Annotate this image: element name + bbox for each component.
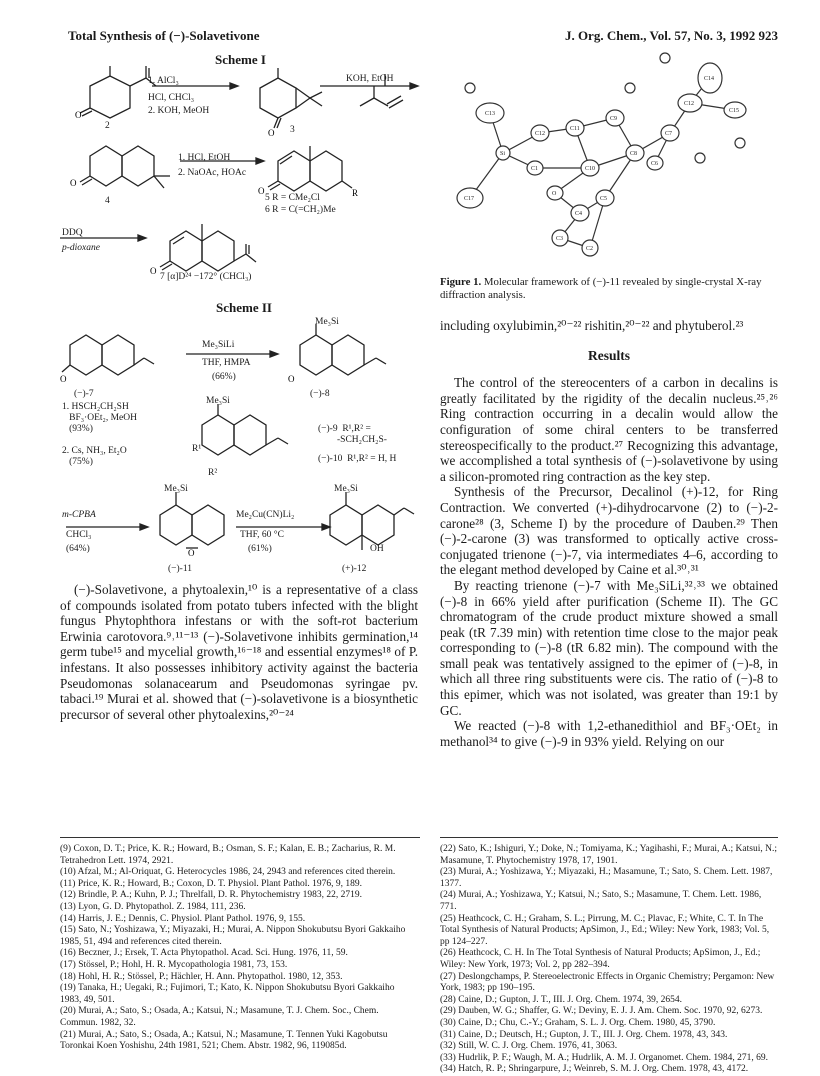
- running-title: Total Synthesis of (−)-Solavetivone: [68, 28, 260, 43]
- svg-text:C1: C1: [531, 166, 539, 172]
- results-heading: Results: [587, 347, 630, 363]
- svg-text:C9: C9: [610, 116, 618, 122]
- ref-23: (23) Murai, A.; Yoshizawa, Y.; Miyazaki, H.; Masamune, T.; Sato, S. Chem. Lett. 1987, 1377.: [440, 867, 773, 889]
- ref-26: (26) Heathcock, C. H. In The Total Synthesis of Natural Products; ApSimon, J., Ed.; Wiley: New York, 1973; Vol. 2, pp 282–394.: [440, 948, 761, 970]
- ref-33: (33) Hudrlik, P. F.; Waugh, M. A.; Hudrlik, A. M. J. Organomet. Chem. 1984, 271, 69.: [440, 1052, 768, 1063]
- mcpba-yield: (64%): [66, 544, 90, 554]
- compound-6-label: 6 R = C(=CH₂)Me: [265, 205, 336, 215]
- compound-m7-label: (−)-7: [74, 389, 94, 399]
- scheme2-silyl-solvent: THF, HMPA: [202, 358, 251, 368]
- svg-text:C2: C2: [586, 246, 594, 252]
- ref-21: (21) Murai, A.; Sato, S.; Osada, A.; Katsui, N.; Masamune, T. Tennen Yuki Kagobutsu Toronkai Koen Yoshishu, 24th 1981, 521; Chem. Abstr. 1982, 96, 119085d.: [60, 1029, 388, 1052]
- ref-20: (20) Murai, A.; Sato, S.; Osada, A.; Katsui, N.; Masamune, T. J. Chem. Soc., Chem. Commun. 1982, 32.: [60, 1006, 379, 1028]
- journal-citation: J. Org. Chem., Vol. 57, No. 3, 1992 923: [564, 28, 778, 43]
- references-left: [60, 844, 418, 1053]
- svg-text:O: O: [288, 374, 295, 384]
- cuprate-reagent: Me₂Cu(CN)Li₂: [236, 510, 295, 520]
- ref-18: (18) Hohl, H. R.; Stössel, P.; Hächler, H. Ann. Phytopathol. 1980, 12, 353.: [60, 971, 343, 982]
- svg-text:O: O: [268, 128, 275, 138]
- compound-p12-label: (+)-12: [342, 564, 367, 574]
- compound-m11-label: (−)-11: [168, 564, 192, 574]
- svg-text:C15: C15: [729, 108, 740, 114]
- references-right: [440, 844, 778, 1076]
- ref-22: (22) Sato, K.; Ishiguri, Y.; Doke, N.; Tomiyama, K.; Yagihashi, F.; Murai, A.; Katsui, N.; Masamune, T. Phytochemistry 1978, 17, 1901.: [440, 844, 777, 866]
- compound-4-label: 4: [105, 196, 110, 206]
- silyl-label-9: Me₃Si: [206, 396, 230, 406]
- ref-29: (29) Dauben, W. G.; Shaffer, G. W.; Deviny, E. J. J. Am. Chem. Soc. 1970, 92, 6273.: [440, 1006, 763, 1017]
- compound-7-label: 7 [α]D²⁴ −172° (CHCl₃): [160, 272, 252, 282]
- hydroxyl-label: OH: [370, 544, 384, 554]
- results-paragraph-1: The control of the stereocenters of a carbon in decalins is greatly facilitated by the rigidity of the decalin nucleus.²⁵˒²⁶ Ring contraction occurring in a decalin would allow the configuration of some chiral centers to be transferred stereospecifically to the product.²⁷ Recognizing this advantage, we accomplished a total synthesis of (−)-solavetivone by using a silicon-promoted ring contraction as the key step.: [440, 375, 778, 484]
- ref-30: (30) Caine, D.; Chu, C.-Y.; Graham, S. L. J. Org. Chem. 1980, 45, 3790.: [440, 1017, 716, 1028]
- scheme1-step2-top: 1. HCl, EtOH: [178, 153, 231, 163]
- scheme-1-title: Scheme I: [215, 52, 266, 67]
- ref-25: (25) Heathcock, C. H.; Graham, S. L.; Pirrung, M. C.; Plavac, F.; White, C. T. In The Total Synthesis of Natural Products; ApSimon, J., Ed.; Wiley: New York, 1983; Vol. 5, pp 124–227.: [440, 913, 770, 947]
- cuprate-yield: (61%): [248, 544, 272, 554]
- scheme2-dithiol-steps: 1. HSCH₂CH₂SH BF₃·OEt₂, MeOH (93%) 2. Cs, NH₃, Et₂O (75%): [62, 402, 137, 467]
- mcpba-reagent: m-CPBA: [62, 510, 96, 520]
- r2-label: R²: [208, 468, 218, 478]
- ref-11: (11) Price, K. R.; Howard, B.; Coxon, D. T. Physiol. Plant Pathol. 1976, 9, 189.: [60, 878, 362, 889]
- svg-text:O: O: [75, 110, 82, 120]
- ref-14: (14) Harris, J. E.; Dennis, C. Physiol. Plant Pathol. 1976, 9, 155.: [60, 913, 306, 924]
- compound-5-label: 5 R = CMe₂Cl: [265, 193, 320, 203]
- svg-text:C5: C5: [600, 196, 608, 202]
- svg-text:C10: C10: [585, 166, 596, 172]
- svg-text:Si: Si: [500, 151, 506, 157]
- r1-label: R¹: [192, 444, 202, 454]
- svg-text:C3: C3: [556, 236, 564, 242]
- compound-m9-label: (−)-9 R¹,R² = -SCH₂CH₂S-: [318, 424, 387, 445]
- scheme1-step1-reagent: 1. AlCl₃: [148, 76, 179, 86]
- results-paragraph-2: Synthesis of the Precursor, Decalinol (+)-12, for Ring Contraction. We converted (+)-dihydrocarvone (2) to (−)-2-carone²⁸ (3, Scheme I) by the procedure of Dauben.²⁹ Then (−)-2-carone (3) was transformed to optically active cross-conjugated trienone (−)-7, via intermediates 4–6, according to the elegant method developed by Caine et al.³⁰˒³¹: [440, 484, 778, 578]
- compound-m8-label: (−)-8: [310, 389, 330, 399]
- mcpba-solvent: CHCl₃: [66, 530, 92, 540]
- left-column-body: [60, 582, 418, 722]
- ref-31: (31) Caine, D.; Deutsch, H.; Gupton, J. T., III. J. Org. Chem. 1978, 43, 343.: [440, 1029, 728, 1040]
- ref-17: (17) Stössel, P.; Hohl, H. R. Mycopathologia 1981, 73, 153.: [60, 959, 288, 970]
- ref-9: (9) Coxon, D. T.; Price, K. R.; Howard, B.; Osman, S. F.; Kalan, E. B.; Zacharius, R. M. Tetrahedron Lett. 1974, 2921.: [60, 844, 396, 866]
- scheme1-koh-step: KOH, EtOH: [346, 74, 394, 84]
- results-paragraph-3: By reacting trienone (−)-7 with Me₃SiLi,³²˒³³ we obtained (−)-8 in 66% yield after purification (Scheme II). The GC chromatogram of the crude product mixture showed a small peak (tR 7.39 min) with retention time close to the major peak corresponding to (−)-8 (tR 6.82 min). The compound with the small peak was tentatively assigned to the epimer of (−)-8, in which all three ring substituents were cis. The ratio of (−)-8 to this epimer, which was not isolated, was greater than 19:1 by GC.: [440, 577, 778, 718]
- silyl-label-11: Me₃Si: [164, 484, 188, 494]
- scheme-2-title: Scheme II: [216, 300, 272, 315]
- svg-text:O: O: [258, 186, 265, 196]
- results-paragraph-4: We reacted (−)-8 with 1,2-ethanedithiol and BF₃·OEt₂ in methanol³⁴ to give (−)-9 in 93% yield. Relying on our: [440, 718, 778, 749]
- svg-text:C12: C12: [535, 131, 546, 137]
- svg-text:C12: C12: [684, 101, 695, 107]
- scheme1-step1-solvent: HCl, CHCl₃: [148, 93, 195, 103]
- figure-1-caption-text: Molecular framework of (−)-11 revealed by single-crystal X-ray diffraction analysis.: [440, 276, 762, 301]
- svg-text:C14: C14: [704, 76, 715, 82]
- scheme1-ddq: DDQ: [62, 228, 83, 238]
- svg-text:C6: C6: [651, 161, 659, 167]
- svg-text:C7: C7: [665, 131, 673, 137]
- ref-13: (13) Lyon, G. D. Phytopathol. Z. 1984, 111, 236.: [60, 901, 246, 912]
- svg-text:R: R: [352, 188, 359, 198]
- svg-text:O: O: [60, 374, 67, 384]
- figure-1-ortep: [440, 48, 770, 273]
- scheme1-dioxane: p-dioxane: [62, 243, 100, 253]
- ref-15: (15) Sato, N.; Yoshizawa, Y.; Miyazaki, H.; Murai, A. Nippon Shokubutsu Byori Gakkaiho 1985, 51, 494 and references cited therein.: [60, 925, 406, 947]
- ref-24: (24) Murai, A.; Yoshizawa, Y.; Katsui, N.; Sato, S.; Masamune, T. Chem. Lett. 1986, 771.: [440, 890, 762, 912]
- silyl-label-8: Me₃Si: [315, 317, 339, 327]
- svg-text:C11: C11: [570, 126, 580, 132]
- footnote-rule-right: [440, 837, 778, 838]
- right-column-body: [440, 318, 778, 749]
- figure-1-caption: [440, 276, 776, 302]
- ref-19: (19) Tanaka, H.; Uegaki, R.; Fujimori, T.; Kato, K. Nippon Shokubutsu Byori Gakkaiho 1983, 49, 501.: [60, 983, 395, 1005]
- footnote-rule-left: [60, 837, 420, 838]
- ref-34: (34) Hatch, R. P.; Shringarpure, J.; Weinreb, S. M. J. Org. Chem. 1978, 43, 4172.: [440, 1064, 749, 1075]
- ref-28: (28) Caine, D.; Gupton, J. T., III. J. Org. Chem. 1974, 39, 2654.: [440, 994, 682, 1005]
- cmpd2-ring: [90, 76, 130, 118]
- cuprate-conditions: THF, 60 °C: [240, 530, 284, 540]
- silyl-label-12: Me₃Si: [334, 484, 358, 494]
- svg-text:O: O: [70, 178, 77, 188]
- scheme2-silyl-yield: (66%): [212, 372, 236, 382]
- ref-27: (27) Deslongchamps, P. Stereoelectronic Effects in Organic Chemistry; Pergamon: New York, 1983; pp 190–195.: [440, 971, 775, 994]
- ref-10: (10) Afzal, M.; Al-Oriquat, G. Heterocycles 1986, 24, 2943 and references cited therein.: [60, 867, 396, 878]
- svg-text:O: O: [150, 266, 157, 276]
- svg-text:C17: C17: [464, 196, 475, 202]
- scheme2-silyl-reagent: Me₃SiLi: [202, 340, 235, 350]
- scheme1-step1-base: 2. KOH, MeOH: [148, 106, 210, 116]
- svg-text:C4: C4: [575, 211, 583, 217]
- ref-32: (32) Still, W. C. J. Org. Chem. 1976, 41, 3063.: [440, 1041, 618, 1052]
- svg-text:O: O: [188, 548, 195, 558]
- ref-16: (16) Beczner, J.; Ersek, T. Acta Phytopathol. Acad. Sci. Hung. 1976, 11, 59.: [60, 948, 348, 959]
- svg-text:O: O: [552, 191, 557, 197]
- phytoalexin-continuation: including oxylubimin,²⁰⁻²² rishitin,²⁰⁻²² and phytuberol.²³: [440, 318, 744, 333]
- svg-text:C13: C13: [485, 111, 496, 117]
- ref-12: (12) Brindle, P. A.; Kuhn, P. J.; Threlfall, D. R. Phytochemistry 1983, 22, 2719.: [60, 890, 362, 901]
- compound-2-label: 2: [105, 121, 110, 131]
- intro-paragraph: (−)-Solavetivone, a phytoalexin,¹⁰ is a representative of a class of compounds isolated from potato tubers infected with the blight fungus Phytophthora infestans or with the soft-rot bacterium Erwinia carotovora.⁹˒¹¹⁻¹³ (−)-Solavetivone inhibits germination,¹⁴ germ tube¹⁵ and mycelial growth,¹⁶⁻¹⁸ and essential enzymes¹⁸ of P. infestans. It also possesses inhibitory activity against the bacteria Pseudomonas solanacearum and Pseudomonas syringae pv. tabaci.¹⁹ Murai et al. showed that (−)-solavetivone is a biosynthetic precursor of several other phytoalexins,²⁰⁻²⁴: [60, 582, 418, 722]
- compound-m10-label: (−)-10 R¹,R² = H, H: [318, 454, 397, 464]
- scheme-1-structures: [60, 66, 430, 296]
- scheme1-step2-bottom: 2. NaOAc, HOAc: [178, 168, 247, 178]
- svg-text:C8: C8: [630, 151, 638, 157]
- figure-1-label: Figure 1.: [440, 276, 482, 288]
- compound-3-label: 3: [290, 125, 295, 135]
